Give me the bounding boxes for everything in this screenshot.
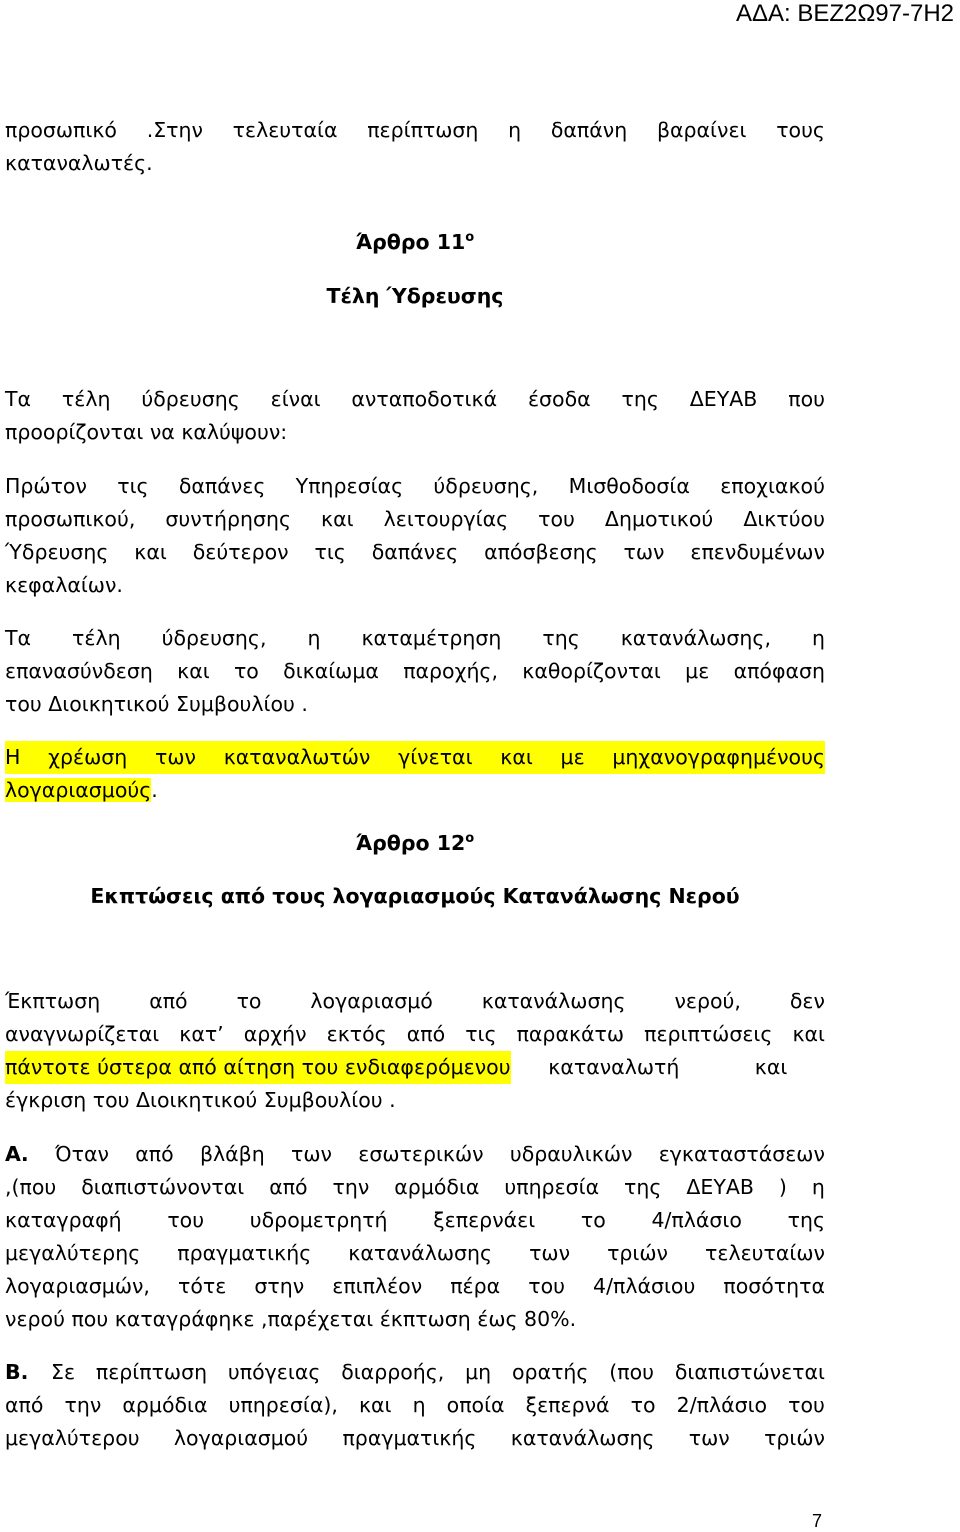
text-fragment (55, 1138, 825, 1171)
word: καταγραφή (5, 1208, 122, 1232)
text-line (5, 655, 825, 688)
text-line (5, 1171, 825, 1204)
word: από (406, 1022, 446, 1046)
word: εγκαταστάσεων (658, 1142, 825, 1166)
word: πραγματικής (342, 1426, 477, 1450)
word: από (5, 1393, 44, 1417)
word: από (269, 1175, 308, 1199)
word: είναι (270, 387, 321, 411)
word: Δημοτικού (604, 507, 714, 531)
word: απόφαση (733, 659, 825, 683)
word: τελευταίων (705, 1241, 825, 1265)
word: του (167, 1208, 205, 1232)
word: την (332, 1175, 370, 1199)
word: λογαριασμό (310, 989, 433, 1013)
word: με (560, 745, 585, 769)
word: ύδρευσης, (161, 626, 267, 650)
word: Όταν (55, 1142, 109, 1166)
word: κατανάλωσης (481, 989, 626, 1013)
text-line (5, 503, 825, 536)
word: Ύδρευσης (5, 540, 109, 564)
text-fragment (511, 1051, 825, 1084)
word: (που (609, 1360, 655, 1384)
word: παροχής, (403, 659, 498, 683)
word: Σε (51, 1360, 76, 1384)
ordinal-sup: ο (465, 831, 475, 847)
text-line (5, 536, 825, 569)
word: τελευταία (232, 118, 338, 142)
word: εσωτερικών (358, 1142, 484, 1166)
word: δεύτερον (192, 540, 289, 564)
word: η (811, 1175, 825, 1199)
word: νερού, (674, 989, 741, 1013)
word: ,(που (5, 1175, 57, 1199)
word: εποχιακού (720, 474, 825, 498)
word: Πρώτον (5, 474, 87, 498)
word: περίπτωση (367, 118, 479, 142)
word: και (358, 1393, 392, 1417)
word: από (135, 1142, 174, 1166)
word: πραγματικής (177, 1241, 312, 1265)
word: ξεπερνάει (433, 1208, 536, 1232)
word: τέλη (72, 626, 121, 650)
highlighted-text: πάντοτε ύστερα από αίτηση του ενδιαφερόμενου (5, 1051, 511, 1084)
word: τριών (764, 1426, 825, 1450)
word: και (500, 745, 533, 769)
text-line (5, 1270, 825, 1303)
word: Έκπτωση (5, 989, 101, 1013)
page-number: 7 (812, 1511, 823, 1531)
word: της (621, 387, 659, 411)
word: γίνεται (398, 745, 473, 769)
word: μηχανογραφημένους (612, 745, 825, 769)
word: παρακάτω (516, 1022, 625, 1046)
word: του (528, 1274, 565, 1298)
text-line (5, 470, 825, 503)
item-label: Α. (5, 1142, 29, 1166)
word: πέρα (450, 1274, 501, 1298)
word: το (233, 659, 259, 683)
word: τις (314, 540, 346, 564)
word: προσωπικό (5, 118, 117, 142)
word: μεγαλύτερης (5, 1241, 141, 1265)
word: υπηρεσία (504, 1175, 600, 1199)
word: υδρομετρητή (249, 1208, 388, 1232)
text-line: προορίζονται να καλύψουν: (5, 420, 288, 444)
word: την (64, 1393, 102, 1417)
text-line (5, 1389, 825, 1422)
word: ΔΕΥΑΒ (686, 1175, 754, 1199)
word: Μισθοδοσία (568, 474, 690, 498)
word: καταναλωτών (223, 745, 371, 769)
word: διαπιστώνονται (81, 1175, 245, 1199)
word: λειτουργίας (383, 507, 509, 531)
word: Δικτύου (743, 507, 825, 531)
word: δεν (789, 989, 825, 1013)
article-11-heading (5, 226, 825, 259)
text-end: . (151, 778, 158, 802)
text-line: νερού που καταγράφηκε ,παρέχεται έκπτωση έως 80%. (5, 1307, 577, 1331)
word: και (792, 1022, 825, 1046)
text-line (5, 1237, 825, 1270)
word: αρμόδια (394, 1175, 480, 1199)
word: των (688, 1426, 730, 1450)
word: η (412, 1393, 426, 1417)
word: μεγαλύτερου (5, 1426, 140, 1450)
word: ΔΕΥΑΒ (689, 387, 758, 411)
word: καθορίζονται (522, 659, 661, 683)
word: περιπτώσεις (644, 1022, 773, 1046)
word: επενδυμένων (690, 540, 825, 564)
word: και (321, 507, 354, 531)
word: δαπάνη (550, 118, 628, 142)
word: κατανάλωσης (348, 1241, 493, 1265)
word: μη (465, 1360, 492, 1384)
word: τότε (178, 1274, 227, 1298)
word: 2/πλάσιο (676, 1393, 768, 1417)
word: με (685, 659, 710, 683)
word: έσοδα (527, 387, 591, 411)
article-11-subtitle: Τέλη Ύδρευσης (326, 284, 504, 308)
word: των (529, 1241, 571, 1265)
word: 4/πλάσιο (651, 1208, 742, 1232)
word: κατανάλωσης (510, 1426, 655, 1450)
highlighted-line (5, 741, 825, 774)
word: .Στην (146, 118, 203, 142)
word: στην (254, 1274, 305, 1298)
word: της (624, 1175, 662, 1199)
word: καταναλωτή (548, 1055, 680, 1079)
text-line (5, 774, 825, 807)
word: υδραυλικών (509, 1142, 633, 1166)
item-label: Β. (5, 1360, 29, 1384)
word: τις (465, 1022, 497, 1046)
word: επανασύνδεση (5, 659, 153, 683)
word: τριών (607, 1241, 668, 1265)
word: Τα (5, 626, 32, 650)
word: το (630, 1393, 656, 1417)
article-title: Άρθρο 12 (355, 831, 466, 855)
word: διαπιστώνεται (674, 1360, 825, 1384)
word: και (754, 1055, 788, 1079)
text-line (5, 1204, 825, 1237)
word: Υπηρεσίας (295, 474, 404, 498)
text-line (5, 1422, 825, 1455)
word: βαραίνει (656, 118, 747, 142)
word: ποσότητα (723, 1274, 825, 1298)
word: 4/πλάσιου (593, 1274, 696, 1298)
text-line (5, 114, 825, 147)
word: τους (776, 118, 825, 142)
word: το (580, 1208, 606, 1232)
word: βλάβη (199, 1142, 265, 1166)
word: από (149, 989, 188, 1013)
word: η (508, 118, 522, 142)
text-line (5, 1356, 825, 1389)
word: ύδρευσης, (433, 474, 539, 498)
word: λογαριασμών, (5, 1274, 150, 1298)
word: προσωπικού, (5, 507, 136, 531)
word: των (623, 540, 665, 564)
word: επιπλέον (332, 1274, 423, 1298)
text-line (5, 1018, 825, 1051)
word: Η (5, 745, 21, 769)
text-line: κεφαλαίων. (5, 573, 123, 597)
word: της (542, 626, 580, 650)
article-12-subtitle: Εκπτώσεις από τους λογαριασμούς Κατανάλωσης Νερού (90, 884, 740, 908)
word: λογαριασμού (173, 1426, 309, 1450)
word: και (134, 540, 167, 564)
word: του (788, 1393, 825, 1417)
word: που (788, 387, 825, 411)
article-title: Άρθρο 11 (355, 230, 466, 254)
text-fragment (51, 1356, 825, 1389)
word: αναγνωρίζεται (5, 1022, 160, 1046)
word: υπηρεσία), (228, 1393, 338, 1417)
word: διαρροής, (341, 1360, 445, 1384)
word: τέλη (61, 387, 111, 411)
word: του (538, 507, 575, 531)
article-12-heading (5, 827, 825, 860)
word: συντήρησης (165, 507, 292, 531)
word: υπόγειας (227, 1360, 321, 1384)
text-line: του Διοικητικού Συμβουλίου . (5, 692, 308, 716)
text-line (5, 1138, 825, 1171)
highlighted-text: λογαριασμούς (5, 778, 152, 802)
word: των (291, 1142, 332, 1166)
word: ) (778, 1175, 787, 1199)
word: αρμόδια (122, 1393, 208, 1417)
word: αρχήν (243, 1022, 307, 1046)
text-line: καταναλωτές. (5, 151, 153, 175)
word: το (236, 989, 262, 1013)
word: δαπάνες (178, 474, 266, 498)
word: κατ’ (179, 1022, 224, 1046)
word: κατανάλωσης, (620, 626, 771, 650)
word: καταμέτρηση (361, 626, 502, 650)
word: χρέωση (48, 745, 128, 769)
text-line (5, 383, 825, 416)
word: ορατής (512, 1360, 589, 1384)
word: περίπτωση (95, 1360, 208, 1384)
word: τις (117, 474, 149, 498)
word: οποία (446, 1393, 505, 1417)
word: ξεπερνά (525, 1393, 610, 1417)
word: εκτός (326, 1022, 387, 1046)
word: απόσβεσης (484, 540, 598, 564)
text-line (5, 622, 825, 655)
word: δικαίωμα (283, 659, 379, 683)
text-line: έγκριση του Διοικητικού Συμβουλίου . (5, 1088, 396, 1112)
word: Τα (5, 387, 32, 411)
word: ανταποδοτικά (351, 387, 498, 411)
word: δαπάνες (371, 540, 459, 564)
word: ύδρευσης (141, 387, 240, 411)
text-line (5, 1051, 825, 1084)
word: της (787, 1208, 825, 1232)
word: των (154, 745, 196, 769)
ordinal-sup: ο (465, 230, 475, 246)
text-line (5, 985, 825, 1018)
word: η (811, 626, 825, 650)
word: η (307, 626, 321, 650)
ada-code: ΑΔΑ: ΒΕΖ2Ω97-7Η2 (735, 0, 954, 27)
word: και (177, 659, 210, 683)
